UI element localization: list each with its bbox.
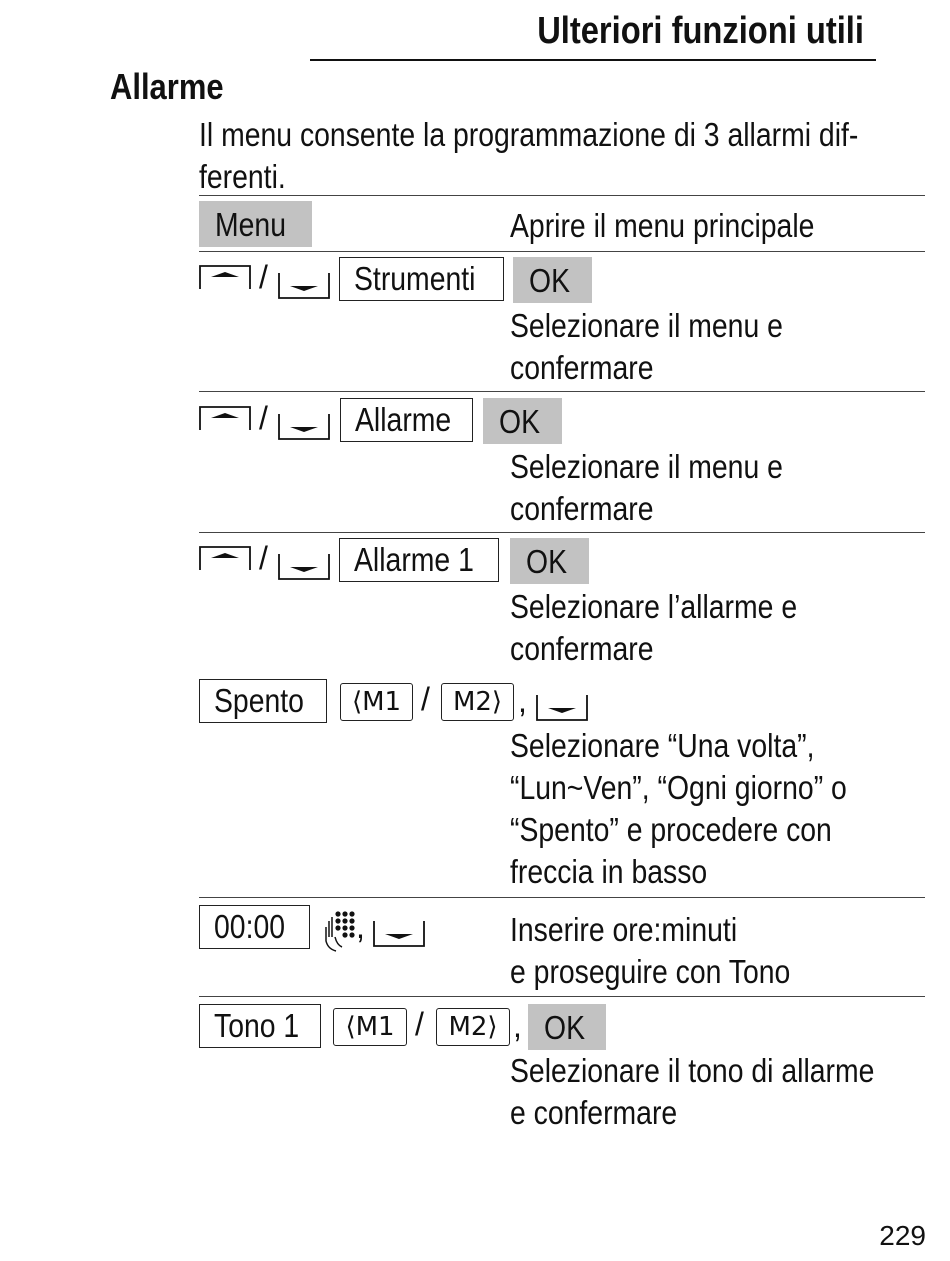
comma-separator: , (513, 1008, 522, 1044)
display-strumenti: Strumenti (339, 257, 504, 301)
divider (199, 532, 925, 533)
menu-softkey[interactable]: Menu (199, 201, 312, 247)
display-allarme: Allarme (340, 398, 473, 442)
intro-text (199, 114, 921, 198)
divider (199, 251, 925, 252)
slash-separator: / (259, 259, 268, 295)
step-description: Selezionare “Una volta”, “Lun~Ven”, “Ogni giorno” o “Spento” e procedere con freccia in basso (510, 727, 847, 890)
comma-separator: , (356, 909, 365, 945)
m2-key[interactable]: M2⟩ (436, 1008, 510, 1046)
step-description: Inserire ore:minuti e proseguire con Tono (510, 911, 791, 990)
arrow-up-key-icon[interactable] (199, 544, 251, 574)
comma-separator: , (518, 683, 527, 719)
slash-separator: / (421, 681, 430, 717)
ok-softkey[interactable]: OK (483, 398, 562, 444)
intro-line-2: ferenti. (199, 158, 286, 195)
divider (199, 996, 925, 997)
arrow-down-key-icon[interactable] (373, 917, 425, 949)
arrow-up-key-icon[interactable] (199, 263, 251, 293)
display-allarme-1: Allarme 1 (339, 538, 499, 582)
arrow-down-key-icon[interactable] (278, 269, 330, 301)
step-description: Aprire il menu principale (510, 207, 815, 244)
step-description: Selezionare l’allarme e confermare (510, 588, 798, 667)
step-description: Selezionare il menu e confermare (510, 448, 783, 527)
header-rule (310, 59, 876, 61)
ok-softkey[interactable]: OK (510, 538, 589, 584)
arrow-down-key-icon[interactable] (536, 691, 588, 723)
intro-line-1: Il menu consente la programmazione di 3 allarmi dif- (199, 116, 859, 153)
display-time: 00:00 (199, 905, 310, 949)
arrow-up-key-icon[interactable] (199, 404, 251, 434)
keypad-icon[interactable] (322, 907, 358, 953)
page-number: 229 (879, 1220, 926, 1251)
arrow-down-key-icon[interactable] (278, 410, 330, 442)
page-header-title: Ulteriori funzioni utili (537, 10, 864, 52)
m2-key[interactable]: M2⟩ (441, 683, 514, 721)
section-title: Allarme (110, 66, 224, 107)
divider (199, 391, 925, 392)
ok-softkey[interactable]: OK (528, 1004, 606, 1050)
slash-separator: / (415, 1006, 424, 1042)
slash-separator: / (259, 400, 268, 436)
arrow-down-key-icon[interactable] (278, 550, 330, 582)
slash-separator: / (259, 540, 268, 576)
step-description: Selezionare il tono di allarme e confermare (510, 1052, 875, 1131)
step-description: Selezionare il menu e confermare (510, 307, 783, 386)
display-tono-1: Tono 1 (199, 1004, 321, 1048)
display-spento: Spento (199, 679, 327, 723)
m1-key[interactable]: ⟨M1 (340, 683, 413, 721)
divider (199, 897, 925, 898)
m1-key[interactable]: ⟨M1 (333, 1008, 407, 1046)
ok-softkey[interactable]: OK (513, 257, 592, 303)
divider (199, 195, 925, 196)
